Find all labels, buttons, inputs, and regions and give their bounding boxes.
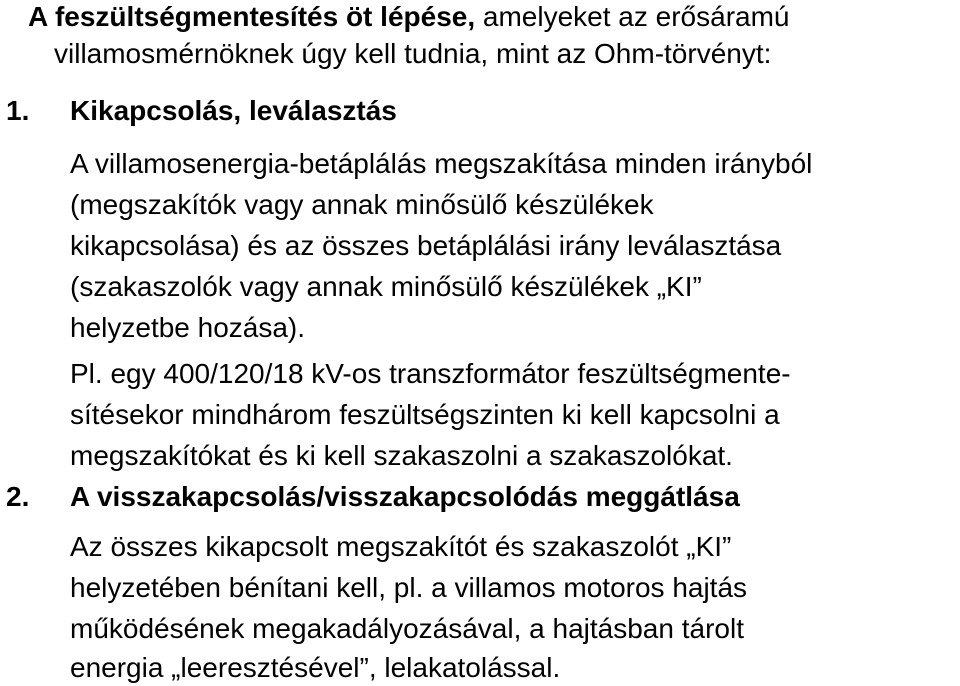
step-2-description-line: helyzetében bénítani kell, pl. a villamos motoros hajtás [70, 572, 748, 603]
intro-heading: A feszültségmentesítés öt lépése, [28, 1, 476, 32]
step-2-description-line: Az összes kikapcsolt megszakítót és szakaszolót „KI” [70, 531, 732, 562]
intro-line-1 [28, 0, 789, 34]
step-1-description-line: kikapcsolása) és az összes betáplálási irány leválasztása [70, 230, 782, 261]
step-2-number: 2. [6, 481, 30, 512]
intro-text: amelyeket az erősáramú [475, 1, 790, 32]
step-1-description-line: (megszakítók vagy annak minősülő készülékek [70, 189, 654, 220]
step-1-description-line: A villamosenergia-betáplálás megszakítása minden irányból [70, 148, 813, 179]
step-1-title: Kikapcsolás, leválasztás [70, 95, 397, 126]
step-1-description-line: (szakaszolók vagy annak minősülő készülékek „KI” [70, 271, 702, 302]
step-1-example-line: Pl. egy 400/120/18 kV-os transzformátor feszültségmente- [70, 358, 791, 389]
intro-line-2: villamosmérnöknek úgy kell tudnia, mint az Ohm-törvényt: [54, 38, 772, 69]
step-2-description-line: energia „leeresztésével”, lelakatolással. [70, 652, 561, 683]
step-2-title: A visszakapcsolás/visszakapcsolódás meggátlása [70, 481, 740, 512]
step-1-description-line: helyzetbe hozása). [70, 312, 306, 343]
step-1-example-line: sítésekor mindhárom feszültségszinten ki kell kapcsolni a [70, 399, 780, 430]
step-1-example-line: megszakítókat és ki kell szakaszolni a szakaszolókat. [70, 440, 733, 471]
step-2-description-line: működésének megakadályozásával, a hajtásban tárolt [70, 613, 744, 644]
step-1-number: 1. [6, 95, 30, 126]
